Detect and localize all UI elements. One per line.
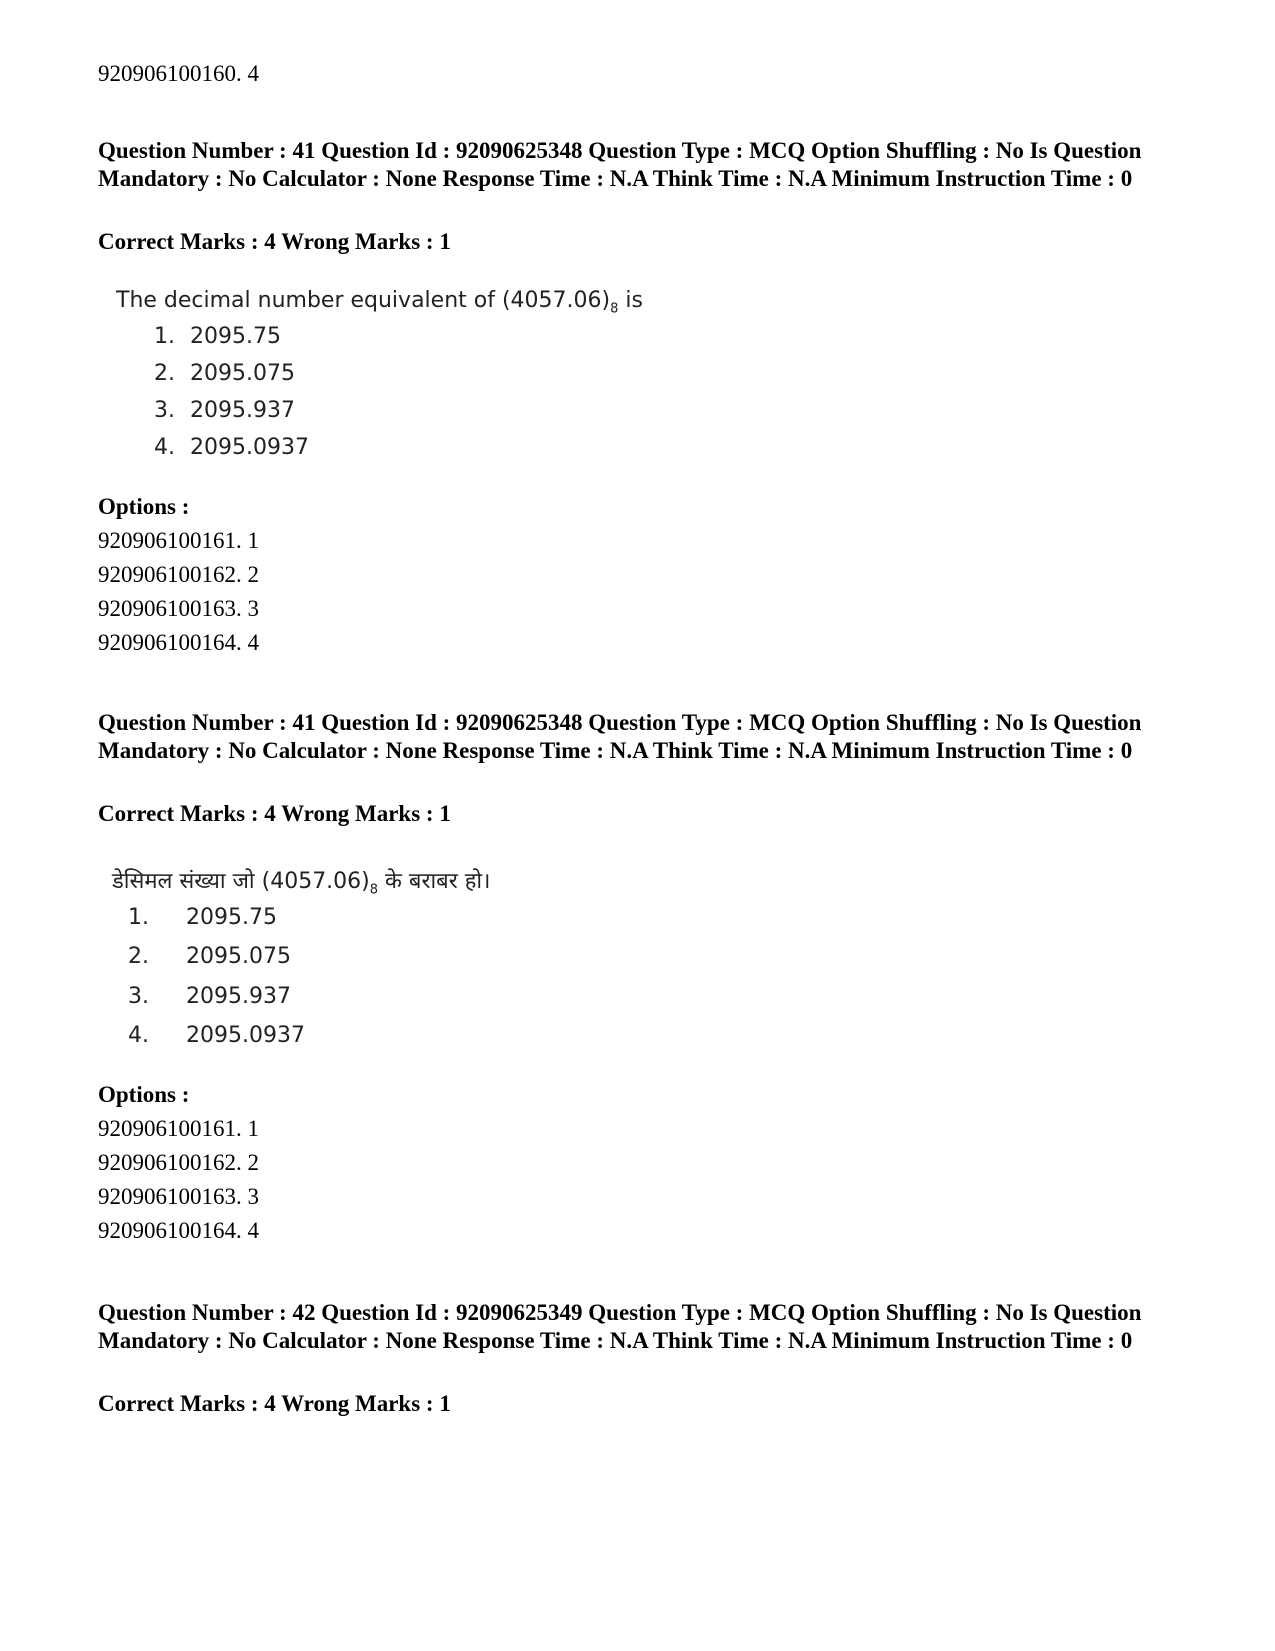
option-line: 920906100164. 4 [98, 1218, 259, 1243]
option-line: 920906100162. 2 [98, 562, 259, 587]
option-line: 920906100163. 3 [98, 596, 259, 621]
options-label: Options : [98, 494, 190, 519]
option-line: 920906100161. 1 [98, 528, 259, 553]
option-line: 920906100162. 2 [98, 1150, 259, 1175]
question-stem: The decimal number equivalent of $(4057.06)_8$ is [116, 288, 643, 317]
options-label: Options : [98, 1082, 190, 1107]
marks-line: Correct Marks : 4 Wrong Marks : 1 [98, 801, 451, 826]
question-stem: डेसिमल संख्या जो $(4057.06)_8$ के बराबर हो। [112, 869, 491, 898]
option-line: 920906100160. 4 [98, 61, 259, 86]
option-line: 920906100161. 1 [98, 1116, 259, 1141]
marks-line: Correct Marks : 4 Wrong Marks : 1 [98, 1391, 451, 1416]
question-header: Question Number : 41 Question Id : 92090625348 Question Type : MCQ Option Shuffling : No Is Question Mandatory : No Calculator : None Response Time : N.A Think Time : N.A Minimum Instruction Time : 0 [98, 710, 1142, 763]
option-line: 920906100163. 3 [98, 1184, 259, 1209]
option-line: 920906100164. 4 [98, 630, 259, 655]
question-header: Question Number : 42 Question Id : 92090625349 Question Type : MCQ Option Shuffling : No Is Question Mandatory : No Calculator : None Response Time : N.A Think Time : N.A Minimum Instruction Time : 0 [98, 1300, 1142, 1353]
marks-line: Correct Marks : 4 Wrong Marks : 1 [98, 229, 451, 254]
question-header: Question Number : 41 Question Id : 92090625348 Question Type : MCQ Option Shuffling : No Is Question Mandatory : No Calculator : None Response Time : N.A Think Time : N.A Minimum Instruction Time : 0 [98, 138, 1142, 191]
